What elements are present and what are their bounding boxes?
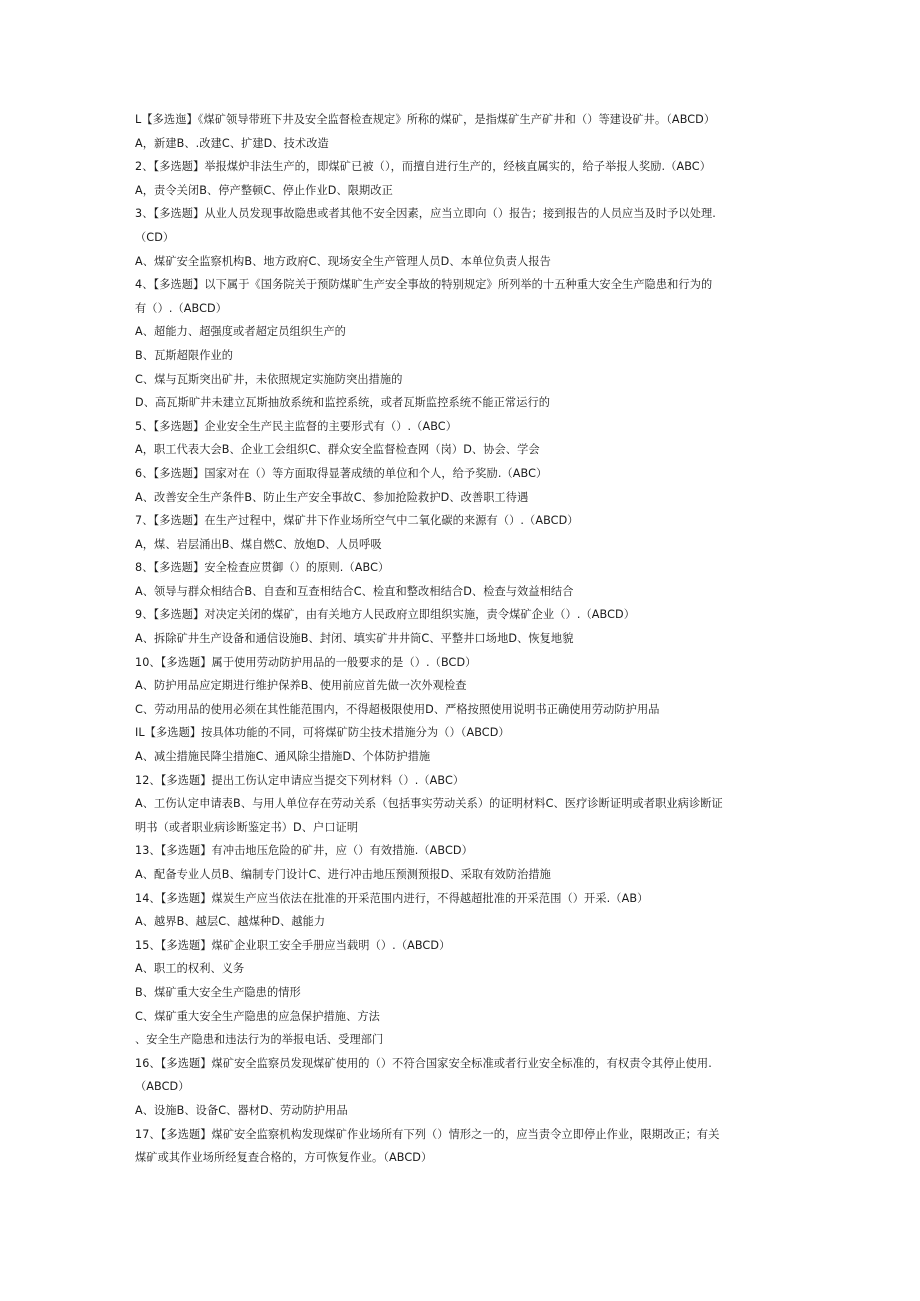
text-line: 9、【多选题】对决定关闭的煤矿，由有关地方人民政府立即组织实施，责令煤矿企业（）.（ABCD） (135, 608, 636, 622)
text-line: 4、【多选题】以下属于《国务院关于预防煤旷生产安全事故的特别规定》所列举的十五种重大安全生产隐患和行为的 (135, 278, 713, 292)
text-line: 13、【多选题】有冲击地压危险的矿井，应（）有效措施.（ABCD） (135, 844, 473, 858)
text-line: B、煤矿重大安全生产隐患的情形 (135, 985, 301, 999)
text-line: 、安全生产隐患和违法行为的举报电话、受理部门 (135, 1033, 384, 1047)
text-line: 12、【多选题】提出工伤认定申请应当提交下列材料（）.（ABC） (135, 773, 465, 787)
text-line: 明书（或者职业病诊断鉴定书）D、户口证明 (135, 820, 359, 834)
text-line: 6、【多选题】国家对在（）等方面取得显著成绩的单位和个人，给予奖励.（ABC） (135, 466, 548, 480)
text-line: A、领导与群众相结合B、自查和互查相结合C、检直和整改相结合D、检查与效益相结合 (135, 584, 574, 598)
text-line: A、职工的权利、义务 (135, 962, 245, 976)
text-line: A，责令关闭B、停产整顿C、停止作业D、限期改正 (135, 183, 393, 197)
text-line: 2、【多选题】举报煤炉非法生产的，即煤矿已被（），而擅自进行生产的，经核直属实的，给子举报人奖励.（ABC） (135, 160, 712, 174)
text-line: A、防护用品应定期进行维护保养B、使用前应首先做一次外观检查 (135, 679, 467, 693)
text-line: IL【多选题】按具体功能的不同，可将煤矿防尘技术措施分为（）（ABCD） (135, 726, 510, 740)
text-line: （ABCD） (135, 1080, 190, 1094)
text-line: A、越界B、越层C、越煤种D、越能力 (135, 915, 326, 929)
text-line: 煤矿或其作业场所经复查合格的，方可恢复作业。（ABCD） (135, 1151, 433, 1165)
text-line: 8、【多选题】安全检查应贯御（）的原则.（ABC） (135, 561, 390, 575)
text-line: 10、【多选题】属于使用劳动防护用品的一般要求的是（）.（BCD） (135, 655, 477, 669)
text-line: A、减尘措施民降尘措施C、通风除尘措施D、个体防护措施 (135, 750, 431, 764)
text-line: A、煤矿安全监察机构B、地方政府C、现场安全生产管理人员D、本单位负责人报告 (135, 254, 551, 268)
text-line: A、配备专业人员B、编制专门设计C、进行冲击地压预测预报D、采取有效防治措施 (135, 868, 551, 881)
text-line: （CD） (135, 230, 175, 244)
text-line: A、拆除矿井生产设备和通信设施B、封闭、填实矿井井筒C、平整井口场地D、恢复地貌 (135, 632, 574, 646)
text-line: A、设施B、设备C、器材D、劳动防护用品 (135, 1103, 348, 1117)
text-line: A，职工代表大会B、企业工会组织C、群众安全监督检查网（岗）D、协会、学会 (135, 443, 540, 457)
text-line: 有（）.（ABCD） (135, 301, 228, 315)
text-line: 15、【多选题】煤矿企业职工安全手册应当载明（）.（ABCD） (135, 938, 451, 952)
text-line: A、工伤认定申请表B、与用人单位存在劳动关系（包括事实劳动关系）的证明材料C、医疗诊断证明或者职业病诊断证 (135, 797, 723, 811)
text-line: D、高瓦斯旷井未建立瓦斯抽放系统和监控系统，或者瓦斯监控系统不能正常运行的 (135, 396, 551, 410)
text-line: A，煤、岩层涌出B、煤自燃C、放炮D、人员呼吸 (135, 537, 382, 551)
text-line: C、煤矿重大安全生产隐患的应急保护措施、方法 (135, 1009, 380, 1023)
text-line: C、煤与瓦斯突出矿井，未依照规定实施防突出措施的 (135, 372, 403, 386)
text-line: 14、【多选题】煤炭生产应当依法在批准的开采范围内进行，不得越超批准的开采范围（）开采.（AB） (135, 891, 649, 905)
text-line: A、改善安全生产条件B、防止生产安全事故C、参加抢险救护D、改善职工待遇 (135, 490, 529, 504)
text-line: 5、【多选题】企业安全生产民主监督的主要形式有（）.（ABC） (135, 419, 457, 433)
question-list (135, 108, 795, 1170)
text-line: A，新建B、.改建C、扩建D、技术改造 (135, 136, 329, 150)
text-line: 3、【多选题】从业人员发现事故隐患或者其他不安全因素，应当立即向（）报告；接到报告的人员应当及时予以处理. (135, 207, 716, 221)
text-line: 16、【多选题】煤矿安全监察员发现煤矿使用的（）不符合国家安全标准或者行业安全标准的，有权责令其停止使用. (135, 1056, 712, 1070)
text-line: 7、【多选题】在生产过程中，煤矿井下作业场所空气中二氧化碳的来源有（）.（ABCD） (135, 514, 579, 528)
text-line: L【多选迤】《煤矿领导带班下井及安全监督检查规定》所称的煤矿，是指煤矿生产矿井和（）等建设矿井。（ABCD） (135, 113, 716, 126)
text-line: B、瓦斯超限作业的 (135, 348, 234, 362)
text-line: 17、【多选题】煤矿安全监察机构发现煤矿作业场所有下列（）情形之一的，应当责令立即停止作业，限期改正；有关 (135, 1127, 720, 1141)
text-line: A、超能力、超强度或者超定员组织生产的 (135, 325, 346, 339)
text-line: C、劳动用品的使用必须在其性能范围内，不得超极限使用D、严格按照使用说明书正确使用劳动防护用品 (135, 702, 660, 716)
